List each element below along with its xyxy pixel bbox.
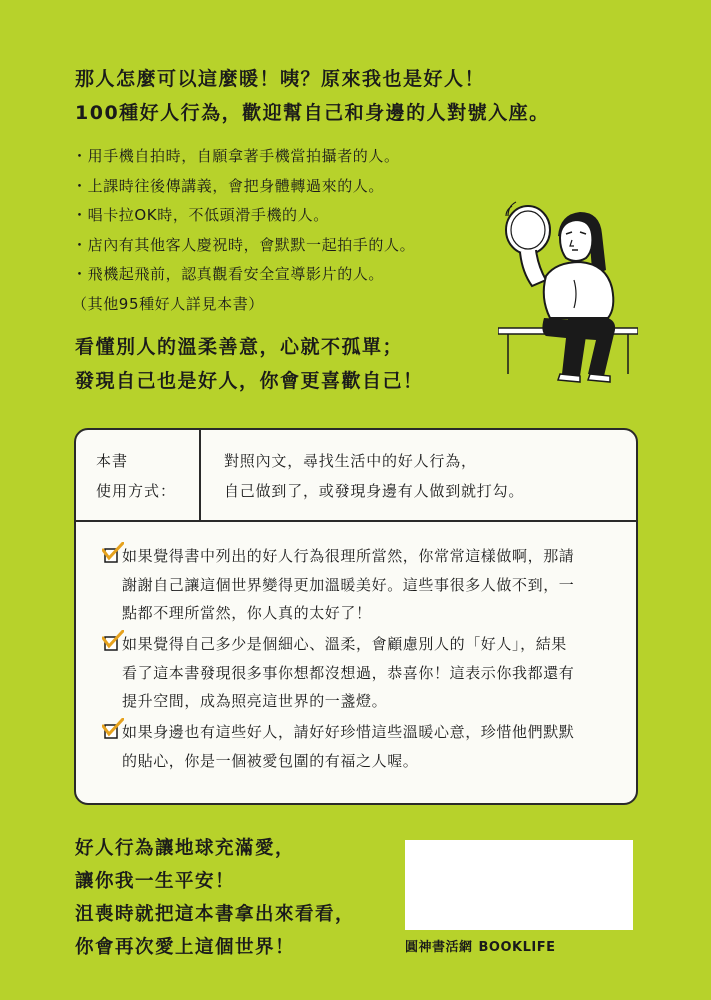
- usage-instructions-line-2: 自己做到了，或發現身邊有人做到就打勾。: [224, 482, 525, 500]
- usage-label-line-2: 使用方式：: [96, 482, 177, 500]
- checklist-line: 謝謝自己讓這個世界變得更加溫暖美好。這些事很多人做不到，一: [122, 575, 575, 594]
- publisher-logo: [405, 936, 635, 955]
- usage-instructions-line-1: 對照內文，尋找生活中的好人行為，: [224, 452, 477, 470]
- person-holding-fan-illustration: [498, 190, 638, 390]
- slogan-line: 好人行為讓地球充滿愛，: [75, 838, 296, 859]
- slogan-line: 沮喪時就把這本書拿出來看看，: [75, 904, 356, 925]
- checkbox-checked-icon: [102, 630, 124, 654]
- checklist-line: 如果身邊也有這些好人，請好好珍惜這些溫暖心意，珍惜他們默默: [122, 723, 575, 741]
- slogan-line: 讓你我一生平安！: [75, 871, 236, 892]
- usage-divider-horizontal: [76, 520, 636, 522]
- checkbox-checked-icon: [102, 542, 124, 566]
- list-item: ・上課時往後傳講義，會把身體轉過來的人。: [72, 176, 385, 195]
- list-item: （其他95種好人詳見本書）: [72, 294, 264, 313]
- usage-panel: [74, 428, 638, 805]
- usage-instructions: [224, 446, 624, 506]
- checklist-line: 提升空間，成為照亮這世界的一盞燈。: [122, 692, 388, 710]
- checklist-line: 如果覺得書中列出的好人行為很理所當然，你常常這樣做啊，那請: [122, 547, 575, 565]
- checklist-line: 的貼心，你是一個被愛包圍的有福之人喔。: [122, 751, 419, 770]
- subheading-line-1: 看懂別人的溫柔善意，心就不孤單；: [75, 336, 404, 358]
- checklist-line: 點都不理所當然，你人真的太好了！: [122, 604, 372, 622]
- slogan: [75, 832, 405, 964]
- headline-line-2: 100種好人行為，歡迎幫自己和身邊的人對號入座。: [75, 102, 550, 124]
- checkbox-checked-icon: [102, 718, 124, 742]
- list-item: ・用手機自拍時，自願拿著手機當拍攝者的人。: [72, 147, 400, 165]
- publisher-name: 圓神書活網: [405, 940, 473, 955]
- list-item: ・飛機起飛前，認真觀看安全宣導影片的人。: [72, 265, 385, 283]
- slogan-line: 你會再次愛上這個世界！: [75, 937, 296, 958]
- subheading-line-2: 發現自己也是好人，你會更喜歡自己！: [75, 370, 424, 392]
- checklist-line: 看了這本書發現很多事你想都沒想過，恭喜你！這表示你我都還有: [122, 663, 575, 682]
- subheading: [75, 330, 515, 398]
- usage-label-line-1: 本書: [96, 452, 129, 470]
- checklist-line: 如果覺得自己多少是個細心、溫柔，會顧慮別人的「好人」，結果: [122, 635, 567, 653]
- list-item: ・唱卡拉OK時，不低頭滑手機的人。: [72, 206, 329, 224]
- publisher-brand: BOOKLIFE: [478, 940, 556, 955]
- usage-divider-vertical: [199, 430, 201, 520]
- usage-label: [96, 446, 196, 506]
- list-item: ・店內有其他客人慶祝時，會默默一起拍手的人。: [72, 235, 416, 254]
- headline: [75, 62, 575, 130]
- barcode-area: [405, 840, 633, 930]
- good-deeds-list: [72, 142, 502, 319]
- headline-line-1: 那人怎麼可以這麼暖！咦？原來我也是好人！: [75, 68, 486, 90]
